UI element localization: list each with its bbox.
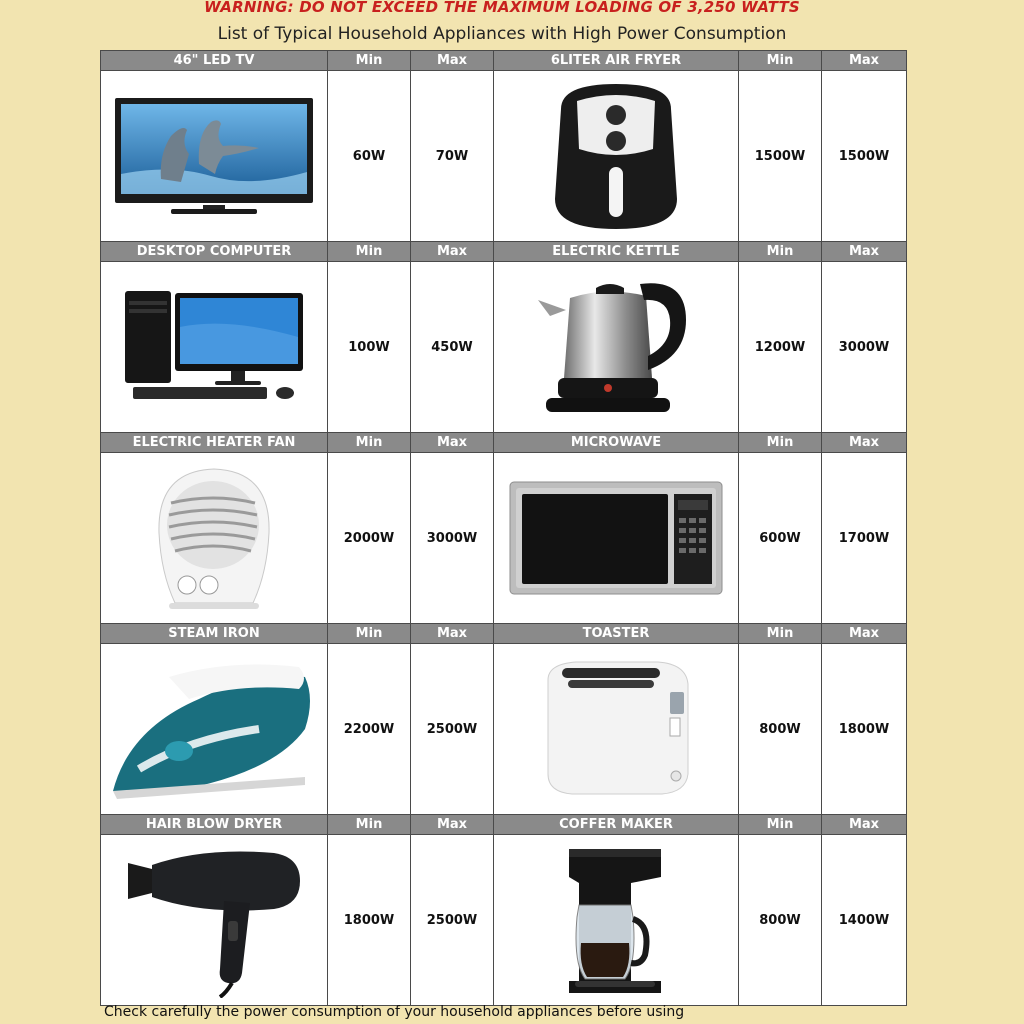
max-watts: 1400W <box>822 835 907 1006</box>
appliance-row <box>101 262 907 433</box>
steam-iron-icon <box>109 659 319 799</box>
appliance-row <box>101 453 907 624</box>
hair-dryer-icon <box>124 843 304 998</box>
max-header: Max <box>411 242 494 262</box>
toaster-icon <box>536 654 696 804</box>
appliance-image-cell <box>101 835 328 1006</box>
appliance-name: TOASTER <box>494 624 739 644</box>
page-title: List of Typical Household Appliances with High Power Consumption <box>217 24 787 44</box>
min-watts: 1500W <box>739 71 822 242</box>
min-header: Min <box>739 51 822 71</box>
appliance-image-cell <box>101 262 328 433</box>
appliance-name: 46" LED TV <box>101 51 328 71</box>
max-header: Max <box>822 433 907 453</box>
max-watts: 2500W <box>411 835 494 1006</box>
appliance-name: ELECTRIC HEATER FAN <box>101 433 328 453</box>
appliance-row <box>101 71 907 242</box>
max-header: Max <box>411 624 494 644</box>
appliance-image-cell <box>494 835 739 1006</box>
air-fryer-icon <box>541 79 691 234</box>
appliance-image-cell <box>494 262 739 433</box>
appliance-image-cell <box>494 71 739 242</box>
appliance-name: COFFER MAKER <box>494 815 739 835</box>
min-header: Min <box>739 242 822 262</box>
min-watts: 800W <box>739 835 822 1006</box>
max-watts: 1800W <box>822 644 907 815</box>
max-header: Max <box>411 51 494 71</box>
min-header: Min <box>328 433 411 453</box>
appliance-name: ELECTRIC KETTLE <box>494 242 739 262</box>
appliance-image-cell <box>101 453 328 624</box>
tv-icon <box>111 94 317 219</box>
microwave-icon <box>508 478 724 598</box>
min-watts: 2200W <box>328 644 411 815</box>
max-header: Max <box>822 624 907 644</box>
header-row <box>101 624 907 644</box>
max-header: Max <box>411 433 494 453</box>
max-header: Max <box>822 242 907 262</box>
max-watts: 3000W <box>822 262 907 433</box>
max-header: Max <box>411 815 494 835</box>
appliance-image-cell <box>494 453 739 624</box>
appliance-name: STEAM IRON <box>101 624 328 644</box>
header-row <box>101 815 907 835</box>
header-row <box>101 51 907 71</box>
appliance-row <box>101 644 907 815</box>
min-header: Min <box>328 242 411 262</box>
warning-banner: WARNING: DO NOT EXCEED THE MAXIMUM LOADING OF 3,250 WATTS <box>204 0 800 16</box>
appliance-table <box>100 50 907 1006</box>
min-header: Min <box>328 815 411 835</box>
max-header: Max <box>822 51 907 71</box>
appliance-image-cell <box>494 644 739 815</box>
min-watts: 1800W <box>328 835 411 1006</box>
min-watts: 1200W <box>739 262 822 433</box>
appliance-name: HAIR BLOW DRYER <box>101 815 328 835</box>
min-watts: 600W <box>739 453 822 624</box>
appliance-image-cell <box>101 644 328 815</box>
max-watts: 450W <box>411 262 494 433</box>
max-header: Max <box>822 815 907 835</box>
header-row <box>101 433 907 453</box>
min-header: Min <box>739 624 822 644</box>
header-row <box>101 242 907 262</box>
min-watts: 100W <box>328 262 411 433</box>
heater-fan-icon <box>149 463 279 613</box>
min-watts: 60W <box>328 71 411 242</box>
max-watts: 1700W <box>822 453 907 624</box>
min-header: Min <box>739 433 822 453</box>
appliance-name: DESKTOP COMPUTER <box>101 242 328 262</box>
max-watts: 1500W <box>822 71 907 242</box>
min-watts: 800W <box>739 644 822 815</box>
appliance-name: MICROWAVE <box>494 433 739 453</box>
max-watts: 3000W <box>411 453 494 624</box>
max-watts: 70W <box>411 71 494 242</box>
appliance-row <box>101 835 907 1006</box>
footer-note: Check carefully the power consumption of your household appliances before using <box>104 1004 685 1020</box>
appliance-image-cell <box>101 71 328 242</box>
min-header: Min <box>328 51 411 71</box>
min-header: Min <box>328 624 411 644</box>
desktop-computer-icon <box>119 287 309 407</box>
coffee-maker-icon <box>561 843 671 998</box>
min-watts: 2000W <box>328 453 411 624</box>
appliance-name: 6LITER AIR FRYER <box>494 51 739 71</box>
min-header: Min <box>739 815 822 835</box>
kettle-icon <box>536 270 696 425</box>
max-watts: 2500W <box>411 644 494 815</box>
